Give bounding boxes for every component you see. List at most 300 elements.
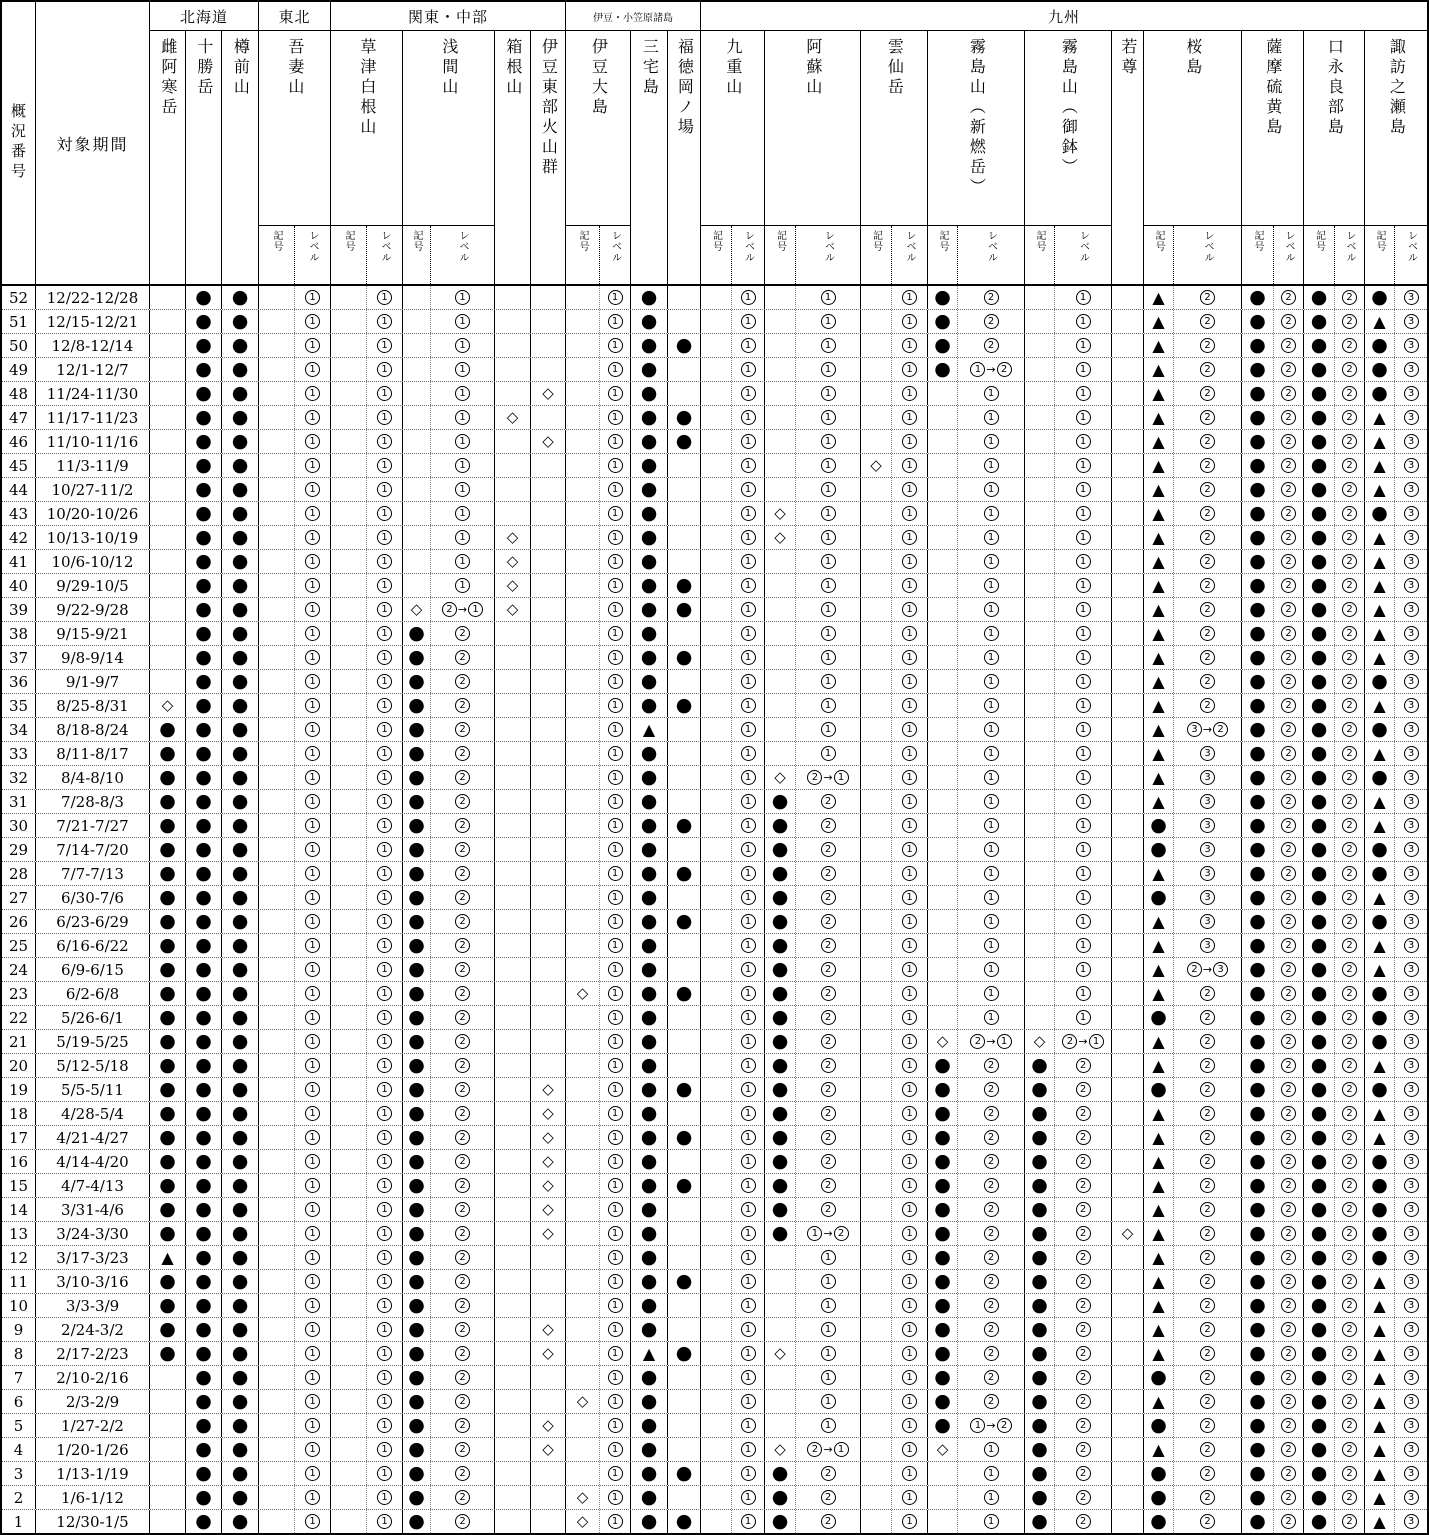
cell-unzen-symbol <box>860 310 891 333</box>
cell-satsuma-iojima-level <box>1273 1126 1303 1149</box>
cell-suwanosejima-level <box>1394 862 1427 885</box>
cell-kuju-symbol <box>700 694 731 717</box>
level-3-badge: 3 <box>1200 914 1215 929</box>
cell-suwanosejima-symbol <box>1364 1270 1394 1293</box>
volcano-name-kirishima-shinmoedake <box>928 31 1024 225</box>
level-1-badge: 1 <box>1076 794 1091 809</box>
level-1-badge: 1 <box>741 818 756 833</box>
cell-suwanosejima-symbol <box>1364 622 1394 645</box>
filled-circle-symbol: ● <box>1249 646 1266 668</box>
filled-circle-symbol: ● <box>640 1462 658 1484</box>
table-row <box>2 621 1427 645</box>
cell-kirishima-ohachi-level <box>1054 1198 1111 1221</box>
level-1-badge: 1 <box>821 626 836 641</box>
cell-azuma-level <box>294 430 330 453</box>
cell-tarumae <box>221 910 258 933</box>
cell-kuju-level <box>731 934 764 957</box>
filled-circle-symbol: ● <box>195 1054 212 1076</box>
level-3-badge: 3 <box>1187 722 1202 737</box>
cell-unzen-symbol <box>860 1150 891 1173</box>
level-1-badge: 1 <box>902 1154 917 1169</box>
level-1-badge: 1 <box>455 362 470 377</box>
level-2-badge: 2 <box>984 1202 999 1217</box>
subheader-sakurajima <box>1144 225 1241 284</box>
level-2-badge: 2 <box>1200 530 1215 545</box>
cell-suwanosejima-level <box>1394 1102 1427 1125</box>
level-2-badge: 2 <box>970 1034 985 1049</box>
filled-circle-symbol: ● <box>408 1246 425 1268</box>
cell-asama-level <box>430 502 494 525</box>
filled-triangle-symbol: ▲ <box>1152 671 1165 691</box>
cell-hakone <box>494 934 530 957</box>
cell-miyakejima <box>630 910 667 933</box>
cell-fukutoku-okanoba <box>667 982 700 1005</box>
cell-asama-symbol <box>402 1174 430 1197</box>
filled-circle-symbol: ● <box>408 1198 425 1220</box>
cell-tarumae <box>221 358 258 381</box>
level-2-badge: 2 <box>1281 506 1296 521</box>
cell-unzen-level <box>891 958 927 981</box>
cell-izu-tobu-kazangun <box>530 526 565 549</box>
filled-circle-symbol: ● <box>1249 1198 1266 1220</box>
level-1-badge: 1 <box>1076 338 1091 353</box>
filled-circle-symbol: ● <box>640 1054 658 1076</box>
level-1-badge: 1 <box>305 914 320 929</box>
cell-miyakejima <box>630 742 667 765</box>
cell-aso-symbol <box>764 1174 795 1197</box>
cell-kuju-level <box>731 1438 764 1461</box>
volcano-name-label: 桜島 <box>1183 38 1203 78</box>
cell-kuchinoerabujima-level <box>1334 526 1364 549</box>
level-1-badge: 1 <box>455 290 470 305</box>
filled-circle-symbol: ● <box>159 1126 176 1148</box>
symbol-subheader-label: 記号 <box>710 230 722 252</box>
filled-triangle-symbol: ▲ <box>1373 1319 1386 1339</box>
cell-miyakejima <box>630 1222 667 1245</box>
cell-izu-tobu-kazangun <box>530 550 565 573</box>
cell-kirishima-shinmoedake-symbol <box>927 1222 957 1245</box>
cell-suwanosejima-symbol <box>1364 646 1394 669</box>
cell-suwanosejima-symbol <box>1364 382 1394 405</box>
filled-circle-symbol: ● <box>1371 1198 1388 1220</box>
cell-satsuma-iojima-level <box>1273 334 1303 357</box>
cell-tokachi <box>185 862 221 885</box>
cell-miyakejima <box>630 1198 667 1221</box>
filled-circle-symbol: ● <box>640 1030 658 1052</box>
cell-azuma-level <box>294 1270 330 1293</box>
cell-tokachi <box>185 742 221 765</box>
filled-circle-symbol: ● <box>195 310 212 332</box>
cell-satsuma-iojima-symbol <box>1241 1318 1273 1341</box>
filled-circle-symbol: ● <box>1310 1366 1328 1388</box>
cell-unzen-level <box>891 1174 927 1197</box>
cell-asama-level <box>430 1510 494 1533</box>
filled-circle-symbol: ● <box>1031 1150 1048 1172</box>
filled-triangle-symbol: ▲ <box>1373 479 1386 499</box>
cell-kuju-symbol <box>700 1486 731 1509</box>
level-2-badge: 2 <box>984 1274 999 1289</box>
cell-sakurajima-symbol <box>1143 1462 1173 1485</box>
cell-suwanosejima-level <box>1394 1462 1427 1485</box>
volcano-name-row <box>149 31 1427 284</box>
filled-circle-symbol: ● <box>1249 670 1266 692</box>
filled-circle-symbol: ● <box>159 1102 176 1124</box>
cell-kuju-level <box>731 910 764 933</box>
filled-circle-symbol: ● <box>1310 430 1328 452</box>
filled-circle-symbol: ● <box>159 1222 176 1244</box>
cell-satsuma-iojima-level <box>1273 910 1303 933</box>
cell-kirishima-ohachi-level <box>1054 814 1111 837</box>
table-row <box>2 909 1427 933</box>
cell-suwanosejima-level <box>1394 982 1427 1005</box>
filled-circle-symbol: ● <box>1249 1366 1266 1388</box>
level-3-badge: 3 <box>1404 1178 1419 1193</box>
cell-kuchinoerabujima-symbol <box>1303 934 1334 957</box>
cell-hakone <box>494 1102 530 1125</box>
cell-unzen-level <box>891 1366 927 1389</box>
cell-sakurajima-symbol <box>1143 622 1173 645</box>
cell-hakone <box>494 1006 530 1029</box>
filled-circle-symbol: ● <box>231 574 249 596</box>
cell-aso-level <box>795 1126 860 1149</box>
level-2-badge: 2 <box>1200 362 1215 377</box>
cell-kusatsu-shirane-symbol <box>330 1438 366 1461</box>
cell-kirishima-shinmoedake-symbol <box>927 598 957 621</box>
filled-circle-symbol: ● <box>195 1390 212 1412</box>
cell-izu-oshima-level <box>599 742 630 765</box>
cell-izu-tobu-kazangun <box>530 478 565 501</box>
cell-kuju-symbol <box>700 1054 731 1077</box>
cell-fukutoku-okanoba <box>667 910 700 933</box>
subheader-kirishima-shinmoedake <box>928 225 1024 284</box>
cell-suwanosejima-level <box>1394 718 1427 741</box>
cell-unzen-symbol <box>860 1246 891 1269</box>
level-2-badge: 2 <box>1076 1298 1091 1313</box>
cell-kuchinoerabujima-symbol <box>1303 1342 1334 1365</box>
overview-number: 36 <box>8 672 29 691</box>
table-row <box>2 1077 1427 1101</box>
cell-kirishima-ohachi-level <box>1054 358 1111 381</box>
level-1-badge: 1 <box>305 434 320 449</box>
level-change-arrow: → <box>823 1443 833 1456</box>
level-1-badge: 1 <box>455 386 470 401</box>
cell-aso-symbol <box>764 1318 795 1341</box>
filled-circle-symbol: ● <box>159 718 176 740</box>
cell-hakone <box>494 1486 530 1509</box>
cell-fukutoku-okanoba <box>667 718 700 741</box>
level-2-badge: 2 <box>455 698 470 713</box>
cell-satsuma-iojima-symbol <box>1241 1414 1273 1437</box>
cell-satsuma-iojima-level <box>1273 670 1303 693</box>
cell-kuju-level <box>731 886 764 909</box>
cell-satsuma-iojima-level <box>1273 382 1303 405</box>
cell-hakone <box>494 430 530 453</box>
cell-kuchinoerabujima-level <box>1334 598 1364 621</box>
cell-tarumae <box>221 1342 258 1365</box>
level-2-badge: 2 <box>1281 1394 1296 1409</box>
filled-circle-symbol: ● <box>675 1510 693 1532</box>
cell-satsuma-iojima-level <box>1273 718 1303 741</box>
open-diamond-symbol: ◇ <box>870 456 882 474</box>
open-diamond-symbol: ◇ <box>576 1392 589 1410</box>
cell-kirishima-ohachi-level <box>1054 1102 1111 1125</box>
cell-asama-symbol <box>402 1342 430 1365</box>
level-2-badge: 2 <box>1281 890 1296 905</box>
volcano-name-suwanosejima <box>1365 31 1427 225</box>
cell-miyakejima <box>630 1366 667 1389</box>
level-subheader-label: レベル <box>1405 230 1417 263</box>
level-1-badge: 1 <box>608 1082 623 1097</box>
cell-fukutoku-okanoba <box>667 622 700 645</box>
cell-kuchinoerabujima-symbol <box>1303 382 1334 405</box>
cell-azuma-level <box>294 1366 330 1389</box>
cell-kuju-symbol <box>700 1150 731 1173</box>
level-1-badge: 1 <box>377 1130 392 1145</box>
period-value: 6/23-6/29 <box>35 910 149 933</box>
level-1-badge: 1 <box>305 818 320 833</box>
volcano-name-izu-tobu-kazangun <box>531 31 565 284</box>
filled-triangle-symbol: ▲ <box>1373 1103 1386 1123</box>
cell-kirishima-ohachi-symbol <box>1024 1102 1054 1125</box>
cell-kirishima-shinmoedake-symbol <box>927 1294 957 1317</box>
cell-miyakejima <box>630 1054 667 1077</box>
level-2-badge: 2 <box>455 914 470 929</box>
cell-miyakejima <box>630 550 667 573</box>
cell-suwanosejima-symbol <box>1364 1246 1394 1269</box>
filled-circle-symbol: ● <box>1031 1294 1048 1316</box>
level-2-badge: 2 <box>1076 1154 1091 1169</box>
symbol-subheader <box>765 226 795 284</box>
filled-circle-symbol: ● <box>231 310 249 332</box>
level-1-badge: 1 <box>377 1394 392 1409</box>
filled-circle-symbol: ● <box>195 934 212 956</box>
volcano-name-label: 吾妻山 <box>285 38 305 98</box>
cell-aso-symbol <box>764 1150 795 1173</box>
filled-circle-symbol: ● <box>195 1006 212 1028</box>
cell-kuchinoerabujima-symbol <box>1303 1270 1334 1293</box>
cell-aso-symbol <box>764 958 795 981</box>
cell-fukutoku-okanoba <box>667 1078 700 1101</box>
cell-aso-symbol <box>764 526 795 549</box>
cell-suwanosejima-symbol <box>1364 1102 1394 1125</box>
level-2-badge: 2 <box>1062 1034 1077 1049</box>
cell-satsuma-iojima-level <box>1273 982 1303 1005</box>
cell-kirishima-ohachi-symbol <box>1024 286 1054 309</box>
level-1-badge: 1 <box>741 578 756 593</box>
cell-kirishima-shinmoedake-symbol <box>927 1318 957 1341</box>
cell-kuju-symbol <box>700 1510 731 1533</box>
filled-triangle-symbol: ▲ <box>1152 575 1165 595</box>
cell-satsuma-iojima-symbol <box>1241 934 1273 957</box>
level-2-badge: 2 <box>1076 1322 1091 1337</box>
level-2-badge: 2 <box>1342 1106 1357 1121</box>
cell-azuma-symbol <box>258 862 294 885</box>
symbol-subheader <box>928 226 957 284</box>
filled-circle-symbol: ● <box>195 1366 212 1388</box>
cell-kirishima-shinmoedake-level <box>957 1222 1024 1245</box>
cell-kuju-symbol <box>700 862 731 885</box>
filled-circle-symbol: ● <box>1249 1054 1266 1076</box>
cell-aso-level <box>795 934 860 957</box>
cell-kirishima-shinmoedake-level <box>957 646 1024 669</box>
cell-kirishima-shinmoedake-symbol <box>927 382 957 405</box>
cell-kirishima-shinmoedake-symbol <box>927 1246 957 1269</box>
filled-circle-symbol: ● <box>408 814 425 836</box>
level-1-badge: 1 <box>741 338 756 353</box>
overview-number-header <box>2 2 35 284</box>
level-1-badge: 1 <box>305 1130 320 1145</box>
level-1-badge: 1 <box>821 602 836 617</box>
level-1-badge: 1 <box>741 434 756 449</box>
level-subheader-label: レベル <box>742 230 754 263</box>
volcano-column-miyakejima <box>630 31 667 284</box>
level-1-badge: 1 <box>608 362 623 377</box>
cell-kirishima-shinmoedake-symbol <box>927 1102 957 1125</box>
cell-kirishima-shinmoedake-symbol <box>927 526 957 549</box>
filled-triangle-symbol: ▲ <box>1152 1223 1165 1243</box>
filled-circle-symbol: ● <box>195 526 212 548</box>
level-3-badge: 3 <box>1404 698 1419 713</box>
cell-hakone <box>494 1510 530 1533</box>
cell-kirishima-ohachi-level <box>1054 742 1111 765</box>
cell-suwanosejima-symbol <box>1364 1078 1394 1101</box>
cell-aso-symbol <box>764 862 795 885</box>
cell-tarumae <box>221 1102 258 1125</box>
volcano-name-label: 三宅島 <box>640 38 660 98</box>
cell-unzen-symbol <box>860 910 891 933</box>
level-2-badge: 2 <box>1281 770 1296 785</box>
cell-kirishima-shinmoedake-level <box>957 718 1024 741</box>
filled-circle-symbol: ● <box>1310 790 1328 812</box>
cell-aso-level <box>795 790 860 813</box>
volcano-column-sakurajima <box>1143 31 1241 284</box>
cell-kusatsu-shirane-symbol <box>330 1174 366 1197</box>
cell-tokachi <box>185 1006 221 1029</box>
filled-circle-symbol: ● <box>408 790 425 812</box>
cell-meakan <box>149 1174 185 1197</box>
cell-suwanosejima-symbol <box>1364 982 1394 1005</box>
level-1-badge: 1 <box>377 962 392 977</box>
level-2-badge: 2 <box>1281 314 1296 329</box>
table-row <box>2 1461 1427 1485</box>
cell-meakan <box>149 1030 185 1053</box>
cell-suwanosejima-symbol <box>1364 1006 1394 1029</box>
cell-kusatsu-shirane-level <box>366 670 402 693</box>
period-value: 11/24-11/30 <box>35 382 149 405</box>
level-2-badge: 2 <box>1281 842 1296 857</box>
filled-circle-symbol: ● <box>640 1438 658 1460</box>
level-2-badge: 2 <box>821 1058 836 1073</box>
level-1-badge: 1 <box>377 914 392 929</box>
cell-fukutoku-okanoba <box>667 1390 700 1413</box>
cell-kuju-level <box>731 1078 764 1101</box>
cell-wakamiko <box>1111 766 1143 789</box>
filled-triangle-symbol: ▲ <box>1373 1367 1386 1387</box>
cell-azuma-symbol <box>258 1294 294 1317</box>
filled-triangle-symbol: ▲ <box>1152 431 1165 451</box>
cell-kirishima-shinmoedake-level <box>957 1342 1024 1365</box>
cell-sakurajima-level <box>1173 982 1241 1005</box>
cell-satsuma-iojima-symbol <box>1241 598 1273 621</box>
cell-unzen-symbol <box>860 1294 891 1317</box>
cell-izu-oshima-level <box>599 454 630 477</box>
cell-suwanosejima-symbol <box>1364 598 1394 621</box>
cell-unzen-level <box>891 1150 927 1173</box>
table-row <box>2 885 1427 909</box>
level-1-badge: 1 <box>305 362 320 377</box>
level-2-badge: 2 <box>1281 434 1296 449</box>
level-2-badge: 2 <box>1281 290 1296 305</box>
level-2-badge: 2 <box>1281 1058 1296 1073</box>
cell-izu-tobu-kazangun <box>530 454 565 477</box>
level-2-badge: 2 <box>1200 1274 1215 1289</box>
overview-number: 12 <box>8 1248 29 1267</box>
level-2-badge: 2 <box>1281 626 1296 641</box>
level-1-badge: 1 <box>608 1370 623 1385</box>
level-2-badge: 2 <box>455 1250 470 1265</box>
level-1-badge: 1 <box>997 1034 1012 1049</box>
cell-suwanosejima-level <box>1394 1006 1427 1029</box>
filled-circle-symbol: ● <box>1031 1390 1048 1412</box>
period-value: 3/10-3/16 <box>35 1270 149 1293</box>
period-value: 3/31-4/6 <box>35 1198 149 1221</box>
level-2-badge: 2 <box>1342 842 1357 857</box>
cell-kuju-symbol <box>700 286 731 309</box>
cell-tokachi <box>185 1054 221 1077</box>
filled-circle-symbol: ● <box>159 1342 176 1364</box>
cell-azuma-symbol <box>258 550 294 573</box>
filled-circle-symbol: ● <box>1249 1318 1266 1340</box>
cell-kirishima-shinmoedake-level <box>957 1006 1024 1029</box>
cell-izu-oshima-symbol <box>565 598 599 621</box>
filled-circle-symbol: ● <box>159 1294 176 1316</box>
cell-kirishima-ohachi-symbol <box>1024 790 1054 813</box>
cell-izu-oshima-symbol <box>565 910 599 933</box>
cell-izu-tobu-kazangun <box>530 886 565 909</box>
cell-kusatsu-shirane-symbol <box>330 1006 366 1029</box>
filled-circle-symbol: ● <box>675 1078 693 1100</box>
level-1-badge: 1 <box>608 1346 623 1361</box>
cell-sakurajima-level <box>1173 1462 1241 1485</box>
cell-azuma-symbol <box>258 526 294 549</box>
cell-kusatsu-shirane-level <box>366 1222 402 1245</box>
overview-number: 48 <box>8 384 29 403</box>
level-2-badge: 2 <box>821 1514 836 1529</box>
filled-circle-symbol: ● <box>640 934 658 956</box>
cell-suwanosejima-symbol <box>1364 1342 1394 1365</box>
level-2-badge: 2 <box>1200 1370 1215 1385</box>
cell-hakone <box>494 646 530 669</box>
table-row <box>2 645 1427 669</box>
cell-kuchinoerabujima-level <box>1334 574 1364 597</box>
filled-circle-symbol: ● <box>1371 1006 1388 1028</box>
filled-triangle-symbol: ▲ <box>1373 743 1386 763</box>
cell-asama-symbol <box>402 790 430 813</box>
filled-circle-symbol: ● <box>1371 1078 1388 1100</box>
cell-sakurajima-symbol <box>1143 502 1173 525</box>
level-3-badge: 3 <box>1404 770 1419 785</box>
cell-aso-level <box>795 550 860 573</box>
cell-wakamiko <box>1111 742 1143 765</box>
filled-circle-symbol: ● <box>934 1366 951 1388</box>
cell-kusatsu-shirane-symbol <box>330 1462 366 1485</box>
level-2-badge: 2 <box>1281 1250 1296 1265</box>
filled-circle-symbol: ● <box>1031 1414 1048 1436</box>
region-header: 九州 <box>700 2 1427 30</box>
cell-asama-level <box>430 622 494 645</box>
overview-number: 8 <box>13 1344 24 1363</box>
cell-kirishima-shinmoedake-level <box>957 334 1024 357</box>
